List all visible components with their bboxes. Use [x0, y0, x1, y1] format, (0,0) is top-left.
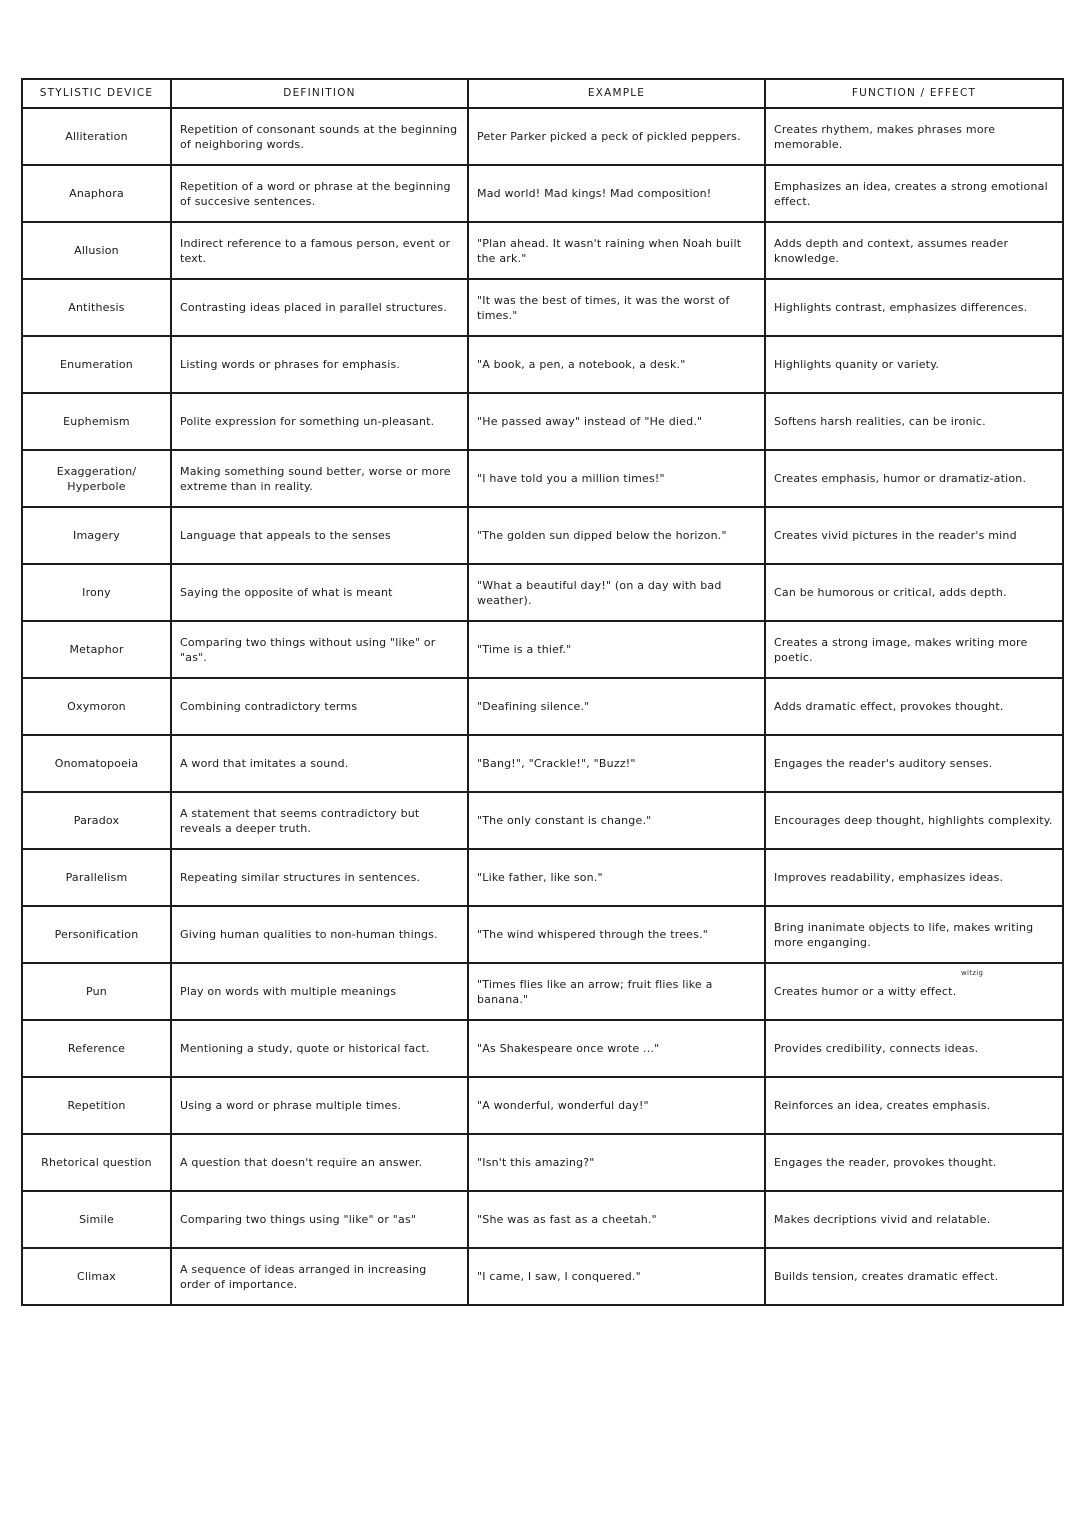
device-cell: Climax: [22, 1248, 171, 1305]
example-cell: "Bang!", "Crackle!", "Buzz!": [468, 735, 765, 792]
example-cell: "Time is a thief.": [468, 621, 765, 678]
example-cell: "He passed away" instead of "He died.": [468, 393, 765, 450]
table-row: [22, 678, 1063, 735]
example-cell: "I came, I saw, I conquered.": [468, 1248, 765, 1305]
table-row: [22, 165, 1063, 222]
table-row: [22, 1248, 1063, 1305]
definition-cell: A statement that seems contradictory but reveals a deeper truth.: [171, 792, 468, 849]
definition-cell: Using a word or phrase multiple times.: [171, 1077, 468, 1134]
device-cell: Irony: [22, 564, 171, 621]
example-cell: "Deafining silence.": [468, 678, 765, 735]
device-cell: Imagery: [22, 507, 171, 564]
table-row: [22, 1020, 1063, 1077]
example-cell: "As Shakespeare once wrote ...": [468, 1020, 765, 1077]
example-cell: "Isn't this amazing?": [468, 1134, 765, 1191]
device-cell: Paradox: [22, 792, 171, 849]
definition-cell: Comparing two things without using "like" or "as".: [171, 621, 468, 678]
header-example: EXAMPLE: [468, 79, 765, 108]
example-cell: "The only constant is change.": [468, 792, 765, 849]
effect-cell: Adds dramatic effect, provokes thought.: [765, 678, 1063, 735]
effect-cell: Creates humor or a witty effect.: [765, 963, 1063, 1020]
definition-cell: Repetition of consonant sounds at the beginning of neighboring words.: [171, 108, 468, 165]
definition-cell: Combining contradictory terms: [171, 678, 468, 735]
effect-cell: Emphasizes an idea, creates a strong emotional effect.: [765, 165, 1063, 222]
device-cell: Pun: [22, 963, 171, 1020]
handwritten-note-witzig: witzig: [961, 969, 984, 977]
definition-cell: Making something sound better, worse or more extreme than in reality.: [171, 450, 468, 507]
device-cell: Metaphor: [22, 621, 171, 678]
header-row: [22, 79, 1063, 108]
device-cell: Euphemism: [22, 393, 171, 450]
device-cell: Antithesis: [22, 279, 171, 336]
definition-cell: Saying the opposite of what is meant: [171, 564, 468, 621]
example-cell: Mad world! Mad kings! Mad composition!: [468, 165, 765, 222]
device-cell: Reference: [22, 1020, 171, 1077]
table-row: [22, 1077, 1063, 1134]
example-cell: "The wind whispered through the trees.": [468, 906, 765, 963]
effect-cell: Builds tension, creates dramatic effect.: [765, 1248, 1063, 1305]
effect-cell: Engages the reader, provokes thought.: [765, 1134, 1063, 1191]
definition-cell: Comparing two things using "like" or "as": [171, 1191, 468, 1248]
effect-cell: Provides credibility, connects ideas.: [765, 1020, 1063, 1077]
table-row: [22, 963, 1063, 1020]
header-definition: DEFINITION: [171, 79, 468, 108]
table-row: [22, 393, 1063, 450]
table-body: [22, 108, 1063, 1305]
table-row: [22, 279, 1063, 336]
definition-cell: Polite expression for something un-pleasant.: [171, 393, 468, 450]
table-row: [22, 849, 1063, 906]
definition-cell: Indirect reference to a famous person, event or text.: [171, 222, 468, 279]
effect-cell: Encourages deep thought, highlights complexity.: [765, 792, 1063, 849]
effect-cell: Can be humorous or critical, adds depth.: [765, 564, 1063, 621]
table-row: [22, 564, 1063, 621]
device-cell: Alliteration: [22, 108, 171, 165]
effect-cell: Adds depth and context, assumes reader knowledge.: [765, 222, 1063, 279]
stylistic-devices-table: [21, 78, 1064, 1306]
device-cell: Simile: [22, 1191, 171, 1248]
example-cell: "Times flies like an arrow; fruit flies like a banana.": [468, 963, 765, 1020]
example-cell: "It was the best of times, it was the worst of times.": [468, 279, 765, 336]
table-header: [22, 79, 1063, 108]
definition-cell: Mentioning a study, quote or historical fact.: [171, 1020, 468, 1077]
device-cell: Onomatopoeia: [22, 735, 171, 792]
device-cell: Oxymoron: [22, 678, 171, 735]
device-cell: Enumeration: [22, 336, 171, 393]
definition-cell: Repetition of a word or phrase at the beginning of succesive sentences.: [171, 165, 468, 222]
definition-cell: A question that doesn't require an answer.: [171, 1134, 468, 1191]
effect-cell: Improves readability, emphasizes ideas.: [765, 849, 1063, 906]
effect-cell: Creates rhythem, makes phrases more memorable.: [765, 108, 1063, 165]
effect-cell: Engages the reader's auditory senses.: [765, 735, 1063, 792]
effect-cell: Creates a strong image, makes writing more poetic.: [765, 621, 1063, 678]
table-row: [22, 1191, 1063, 1248]
device-cell: Parallelism: [22, 849, 171, 906]
effect-cell: Creates emphasis, humor or dramatiz-ation.: [765, 450, 1063, 507]
table-row: [22, 1134, 1063, 1191]
example-cell: "She was as fast as a cheetah.": [468, 1191, 765, 1248]
header-function-effect: FUNCTION / EFFECT: [765, 79, 1063, 108]
example-cell: "A book, a pen, a notebook, a desk.": [468, 336, 765, 393]
definition-cell: Listing words or phrases for emphasis.: [171, 336, 468, 393]
table-row: [22, 906, 1063, 963]
table-row: [22, 222, 1063, 279]
definition-cell: A word that imitates a sound.: [171, 735, 468, 792]
definition-cell: Contrasting ideas placed in parallel structures.: [171, 279, 468, 336]
device-cell: Personification: [22, 906, 171, 963]
definition-cell: Repeating similar structures in sentences.: [171, 849, 468, 906]
definition-cell: Language that appeals to the senses: [171, 507, 468, 564]
device-cell: Anaphora: [22, 165, 171, 222]
device-cell: Exaggeration/ Hyperbole: [22, 450, 171, 507]
effect-cell: Makes decriptions vivid and relatable.: [765, 1191, 1063, 1248]
device-cell: Repetition: [22, 1077, 171, 1134]
table-row: [22, 792, 1063, 849]
table-row: [22, 336, 1063, 393]
example-cell: "What a beautiful day!" (on a day with bad weather).: [468, 564, 765, 621]
definition-cell: Giving human qualities to non-human things.: [171, 906, 468, 963]
example-cell: "I have told you a million times!": [468, 450, 765, 507]
example-cell: "The golden sun dipped below the horizon.": [468, 507, 765, 564]
table-row: [22, 621, 1063, 678]
example-cell: "Like father, like son.": [468, 849, 765, 906]
table-row: [22, 507, 1063, 564]
table-row: [22, 108, 1063, 165]
effect-cell: Reinforces an idea, creates emphasis.: [765, 1077, 1063, 1134]
example-cell: "A wonderful, wonderful day!": [468, 1077, 765, 1134]
device-cell: Allusion: [22, 222, 171, 279]
header-stylistic-device: STYLISTIC DEVICE: [22, 79, 171, 108]
effect-cell: Softens harsh realities, can be ironic.: [765, 393, 1063, 450]
effect-cell: Creates vivid pictures in the reader's mind: [765, 507, 1063, 564]
definition-cell: A sequence of ideas arranged in increasing order of importance.: [171, 1248, 468, 1305]
example-cell: Peter Parker picked a peck of pickled peppers.: [468, 108, 765, 165]
example-cell: "Plan ahead. It wasn't raining when Noah built the ark.": [468, 222, 765, 279]
definition-cell: Play on words with multiple meanings: [171, 963, 468, 1020]
effect-cell: Highlights quanity or variety.: [765, 336, 1063, 393]
effect-cell: Highlights contrast, emphasizes differences.: [765, 279, 1063, 336]
effect-cell: Bring inanimate objects to life, makes writing more enganging.: [765, 906, 1063, 963]
table-row: [22, 450, 1063, 507]
table-row: [22, 735, 1063, 792]
device-cell: Rhetorical question: [22, 1134, 171, 1191]
